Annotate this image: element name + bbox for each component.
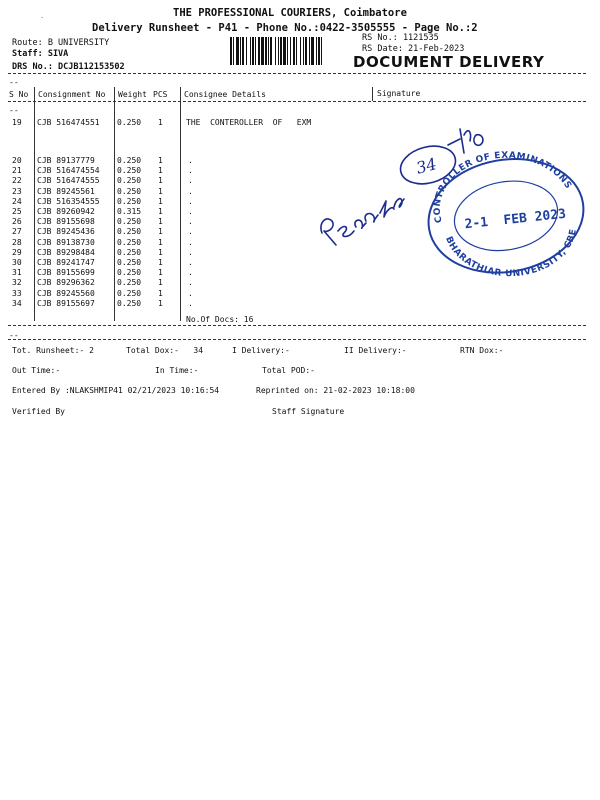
row-sno: 30 [12, 258, 22, 267]
row-consignment: CJB 89245560 [37, 288, 95, 298]
row-sno: 23 [12, 186, 22, 196]
header-divider [8, 73, 586, 74]
row-consignment: CJB 89260942 [37, 207, 95, 216]
row-mark: . [188, 237, 193, 247]
row-sno: 28 [12, 237, 22, 247]
row-consignment: CJB 89245561 [37, 186, 95, 196]
row-mark: . [188, 207, 193, 216]
row-mark: . [188, 186, 193, 196]
row-weight: 0.315 [117, 207, 142, 216]
document-delivery-title: DOCUMENT DELIVERY [353, 53, 545, 71]
divider-mark: -- [9, 78, 19, 87]
row-sno: 31 [12, 268, 22, 278]
row-mark: . [188, 268, 193, 278]
route-label: Route: B UNIVERSITY [12, 38, 110, 48]
total-runsheet: Tot. Runsheet:- 2 [12, 346, 94, 355]
row-consignment: CJB 89138730 [37, 237, 95, 247]
row-pcs: 1 [158, 196, 163, 206]
row-consignment: CJB 89155699 [37, 268, 95, 278]
row-consignment: CJB 89241747 [37, 258, 95, 267]
row-weight: 0.250 [117, 176, 142, 186]
row-weight: 0.250 [117, 288, 142, 298]
row-pcs: 1 [158, 288, 163, 298]
staff-signature: Staff Signature [272, 407, 345, 416]
col-sno-header: S No [9, 90, 29, 99]
row-sno: 24 [12, 196, 22, 206]
row-consignment: CJB 89245436 [37, 227, 95, 237]
row-sno: 33 [12, 288, 22, 298]
docs-count: No.Of Docs: 16 [186, 315, 254, 324]
rtn-dox: RTN Dox:- [460, 346, 504, 355]
row-weight: 0.250 [117, 278, 142, 288]
row-consignment: CJB 516474554 [37, 166, 100, 176]
row-pcs: 1 [158, 166, 163, 176]
entered-by: Entered By :NLAKSHMIP41 02/21/2023 10:16:54 [12, 386, 220, 395]
row-weight: 0.250 [117, 227, 142, 237]
row-mark: . [188, 156, 193, 165]
reprinted-on: Reprinted on: 21-02-2023 10:18:00 [256, 386, 415, 395]
row-mark: . [188, 298, 193, 308]
row-mark: . [188, 288, 193, 298]
row-sno: 25 [12, 207, 22, 216]
col-pcs-header: PCS [153, 90, 168, 99]
row-sno: 19 [12, 118, 22, 127]
row-pcs: 1 [158, 176, 163, 186]
row-weight: 0.250 [117, 268, 142, 278]
row-pcs: 1 [158, 156, 163, 165]
row-sno: 22 [12, 176, 22, 186]
row-weight: 0.250 [117, 247, 142, 257]
row-mark: . [188, 166, 193, 176]
row-sno: 27 [12, 227, 22, 237]
row-consignment: CJB 516354555 [37, 196, 100, 206]
row-pcs: 1 [158, 118, 163, 127]
row-pcs: 1 [158, 298, 163, 308]
table-footer-divider [8, 325, 586, 326]
row-mark: . [188, 227, 193, 237]
col-weight-header: Weight [118, 90, 147, 99]
row-consignee: THE CONTEROLLER OF EXM [186, 118, 312, 127]
column-separator [372, 87, 373, 101]
row-sno: 26 [12, 217, 22, 227]
row-consignment: CJB 89155698 [37, 217, 95, 227]
column-separator [34, 87, 35, 321]
row-mark: . [188, 247, 193, 257]
col-consignment-header: Consignment No [38, 90, 106, 99]
total-pod: Total POD:- [262, 366, 315, 375]
scan-mark: · [40, 14, 45, 22]
verified-by: Verified By [12, 407, 65, 416]
col-signature-header: Signature [377, 89, 421, 98]
row-consignment: CJB 89155697 [37, 298, 95, 308]
col-consignee-header: Consignee Details [184, 90, 266, 99]
i-delivery: I Delivery:- [232, 346, 290, 355]
row-sno: 20 [12, 156, 22, 165]
row-consignment: CJB 516474551 [37, 118, 100, 127]
row-weight: 0.250 [117, 196, 142, 206]
row-pcs: 1 [158, 278, 163, 288]
company-name: THE PROFESSIONAL COURIERS, Coimbatore [173, 7, 407, 19]
university-stamp [420, 150, 590, 280]
row-consignment: CJB 89296362 [37, 278, 95, 288]
rs-number: RS No.: 1121535 [362, 33, 439, 43]
runsheet-subtitle: Delivery Runsheet - P41 - Phone No.:0422-3505555 - Page No.:2 [92, 22, 478, 34]
row-weight: 0.250 [117, 156, 142, 165]
row-mark: . [188, 278, 193, 288]
stamp-date: 2-1 FEB 2023 [463, 206, 567, 233]
row-weight: 0.250 [117, 237, 142, 247]
row-pcs: 1 [158, 217, 163, 227]
table-header-divider [8, 101, 586, 102]
out-time: Out Time:- [12, 366, 61, 375]
row-weight: 0.250 [117, 298, 142, 308]
column-separator [180, 87, 181, 321]
ii-delivery: II Delivery:- [344, 346, 407, 355]
total-dox: Total Dox:- 34 [126, 346, 204, 355]
divider-mark: -- [9, 331, 19, 340]
row-pcs: 1 [158, 258, 163, 267]
row-sno: 21 [12, 166, 22, 176]
row-sno: 34 [12, 298, 22, 308]
row-sno: 32 [12, 278, 22, 288]
staff-label: Staff: SIVA [12, 49, 69, 59]
stamp-top-text: CONTROLLER OF EXAMINATIONS [432, 150, 574, 224]
row-consignment: CJB 516474555 [37, 176, 100, 186]
row-consignment: CJB 89298484 [37, 247, 95, 257]
row-pcs: 1 [158, 268, 163, 278]
row-weight: 0.250 [117, 258, 142, 267]
row-pcs: 1 [158, 186, 163, 196]
row-mark: . [188, 217, 193, 227]
row-weight: 0.250 [117, 118, 142, 127]
row-pcs: 1 [158, 207, 163, 216]
in-time: In Time:- [155, 366, 199, 375]
column-separator [114, 87, 115, 321]
drs-number: DRS No.: DCJB112153502 [12, 62, 125, 72]
stamp-bottom-text: BHARATHIAR UNIVERSITY, CBE [443, 228, 579, 280]
row-weight: 0.250 [117, 166, 142, 176]
handwritten-number: 34 [414, 154, 439, 178]
row-sno: 29 [12, 247, 22, 257]
row-consignment: CJB 89137779 [37, 156, 95, 165]
barcode-image [230, 37, 352, 65]
rs-date: RS Date: 21-Feb-2023 [362, 44, 465, 54]
row-pcs: 1 [158, 237, 163, 247]
row-pcs: 1 [158, 247, 163, 257]
summary-divider [8, 339, 586, 340]
row-mark: . [188, 258, 193, 267]
svg-text:BHARATHIAR UNIVERSITY, CBE [443, 228, 579, 279]
row-weight: 0.250 [117, 186, 142, 196]
row-pcs: 1 [158, 227, 163, 237]
divider-mark: -- [9, 106, 19, 115]
row-mark: . [188, 176, 193, 186]
row-weight: 0.250 [117, 217, 142, 227]
row-mark: . [188, 196, 193, 206]
